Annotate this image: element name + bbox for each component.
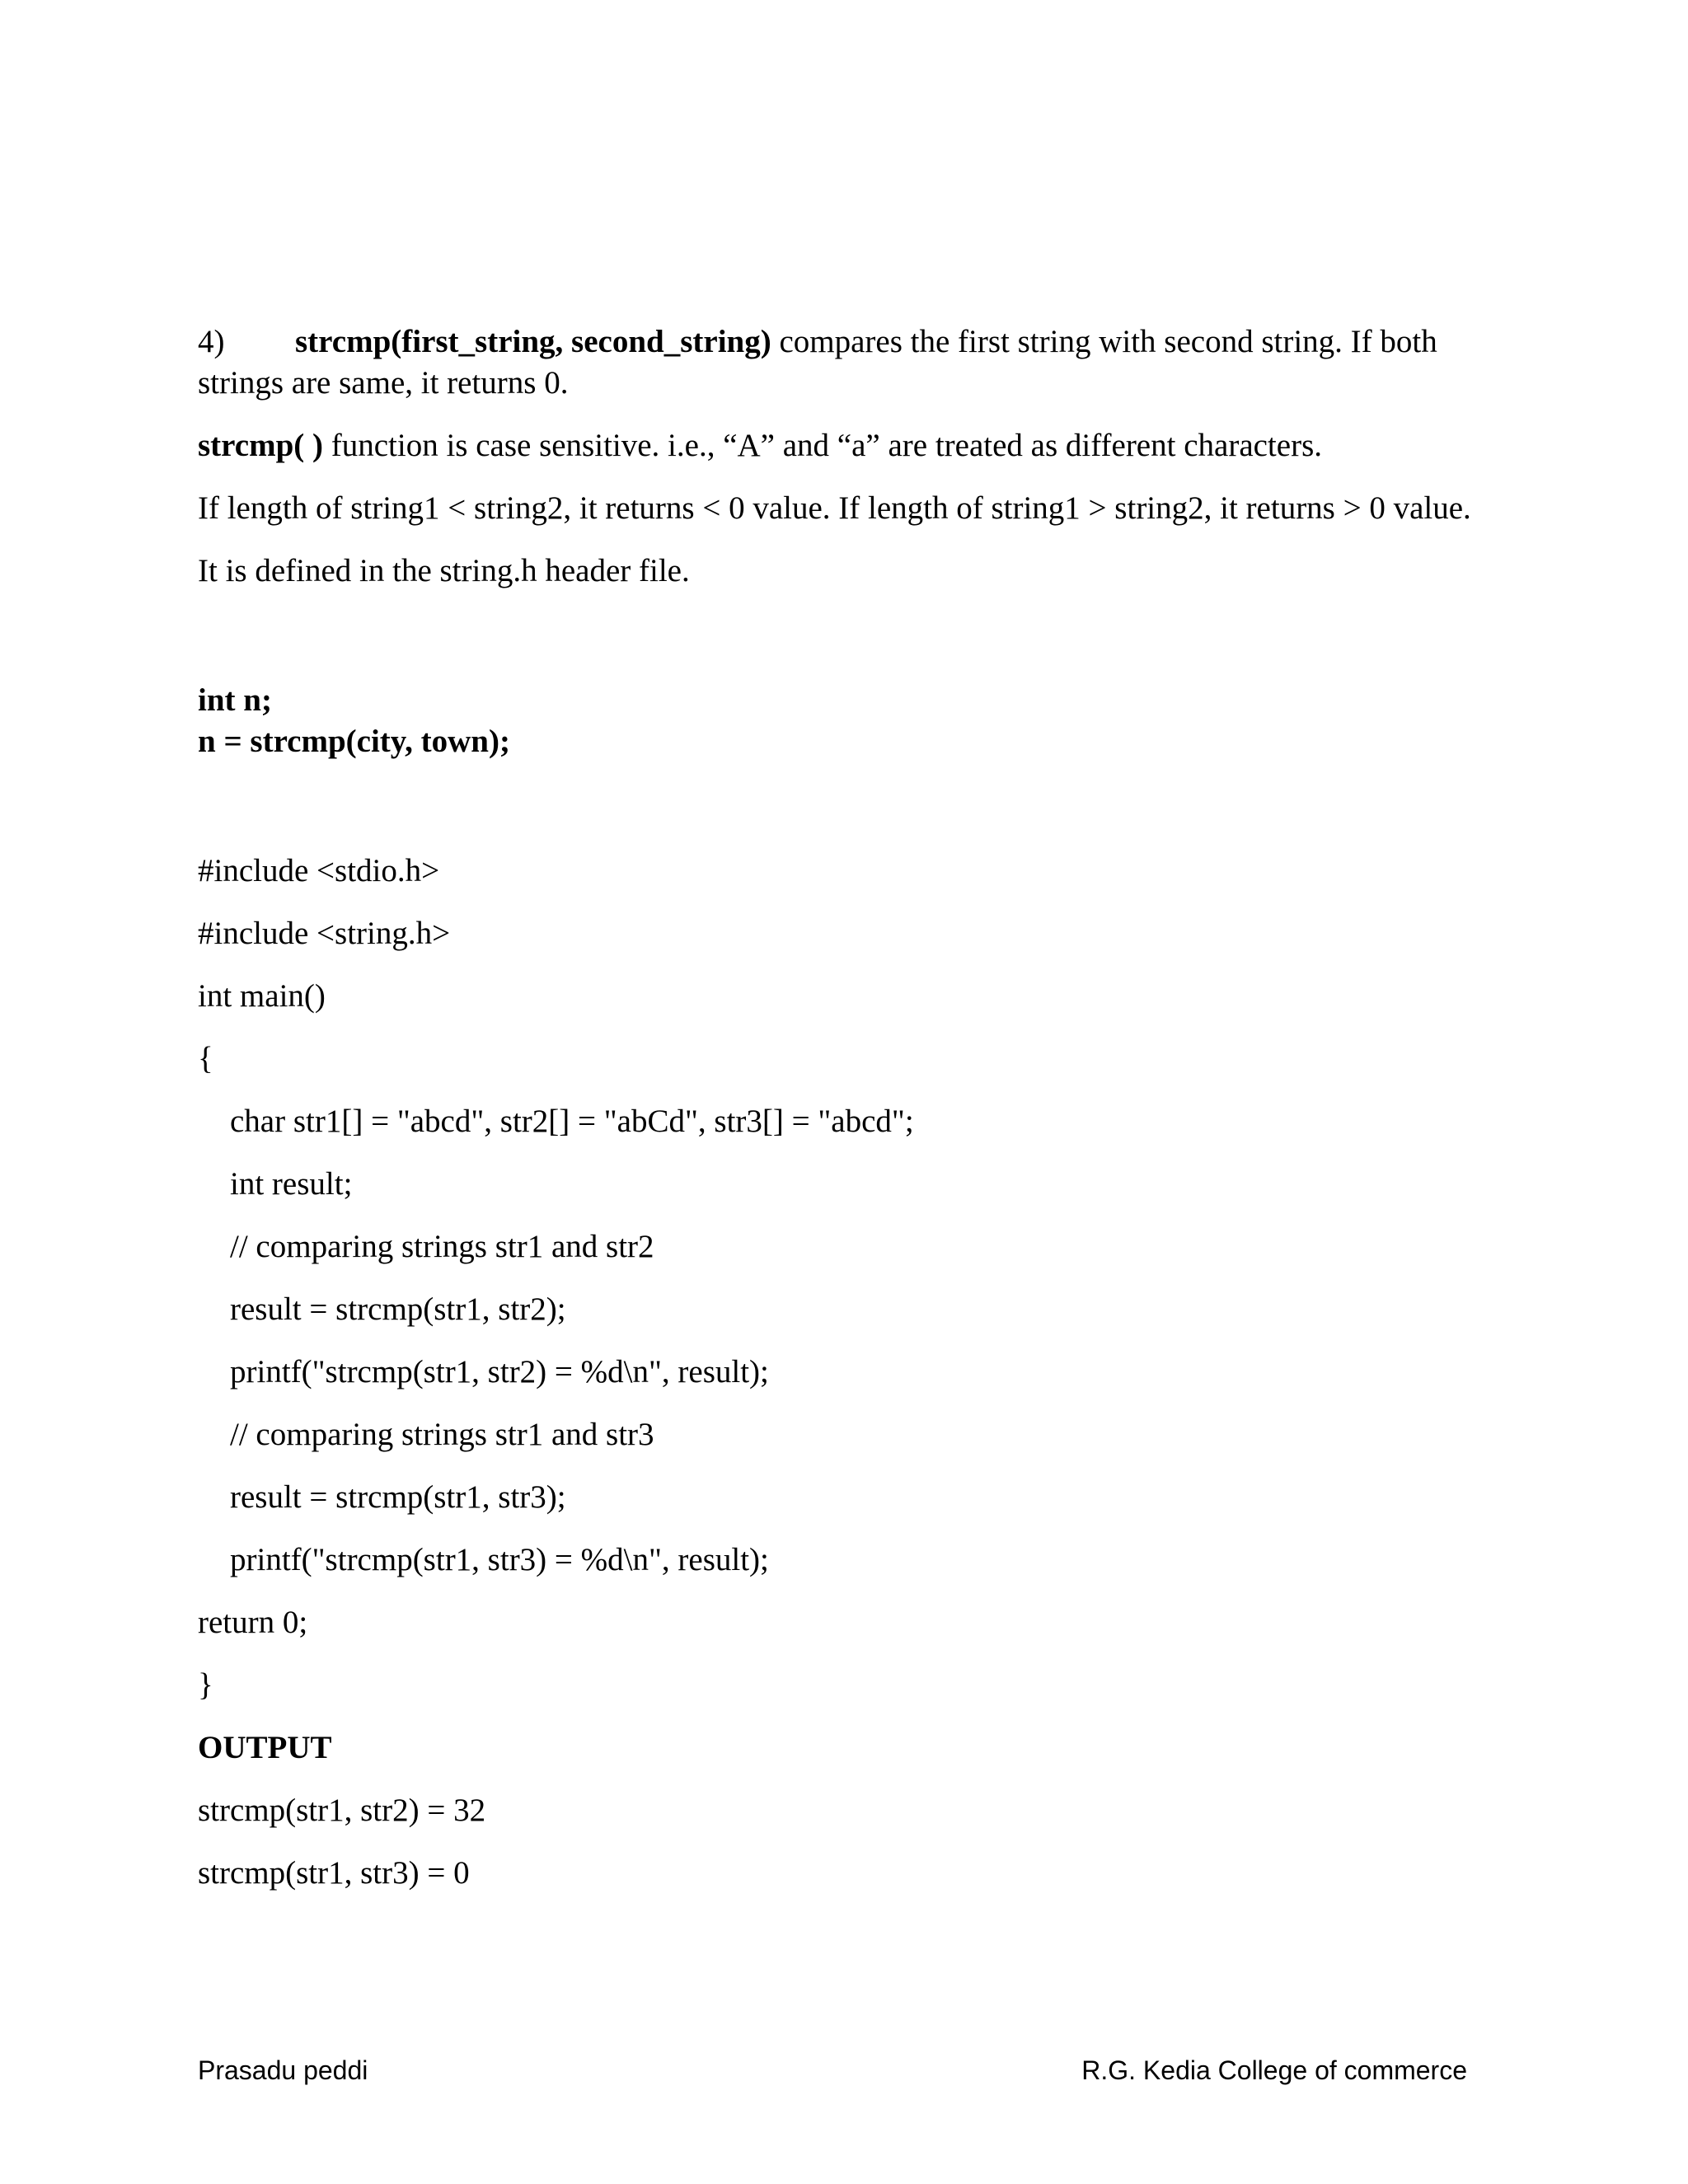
case-sensitivity-paragraph: [198, 425, 1484, 466]
code-line: result = strcmp(str1, str2);: [230, 1291, 566, 1327]
code-line: printf("strcmp(str1, str2) = %d\n", result);: [230, 1354, 769, 1390]
case-sensitivity-text: function is case sensitive. i.e., “A” and “a” are treated as different characters.: [322, 428, 1322, 463]
code-comment: // comparing strings str1 and str2: [230, 1229, 654, 1264]
code-line: result = strcmp(str1, str3);: [230, 1479, 566, 1515]
code-comment: // comparing strings str1 and str3: [230, 1417, 654, 1452]
footer-author: Prasadu peddi: [198, 2055, 368, 2085]
code-line: char str1[] = "abcd", str2[] = "abCd", str3[] = "abcd";: [230, 1104, 914, 1139]
page-footer: [198, 2055, 1467, 2086]
page-content: [198, 321, 1484, 1915]
header-file-paragraph: It is defined in the string.h header file.: [198, 553, 690, 588]
footer-institution: R.G. Kedia College of commerce: [1081, 2055, 1467, 2085]
function-name: strcmp( ): [198, 428, 323, 463]
code-line: return 0;: [198, 1605, 308, 1640]
function-signature: strcmp(first_string, second_string): [295, 324, 771, 359]
return-value-paragraph: If length of string1 < string2, it returns < 0 value. If length of string1 > string2, it returns > 0 value.: [198, 490, 1471, 526]
code-line: #include <string.h>: [198, 916, 451, 951]
strcmp-intro-paragraph: [198, 321, 1484, 404]
code-line: {: [198, 1041, 213, 1076]
output-heading: OUTPUT: [198, 1730, 332, 1765]
output-line: strcmp(str1, str2) = 32: [198, 1793, 486, 1828]
code-line: int result;: [230, 1166, 353, 1202]
snippet-line: n = strcmp(city, town);: [198, 724, 510, 759]
code-line: printf("strcmp(str1, str3) = %d\n", result);: [230, 1542, 769, 1577]
code-line: #include <stdio.h>: [198, 853, 440, 888]
syntax-snippet: [198, 680, 1484, 762]
output-line: strcmp(str1, str3) = 0: [198, 1855, 470, 1891]
code-line: int main(): [198, 978, 326, 1014]
item-number: 4): [198, 324, 225, 359]
snippet-line: int n;: [198, 682, 272, 718]
example-program: [198, 851, 1484, 1706]
intro-text: compares the first string with second string. If both strings are same, it returns 0.: [198, 324, 1437, 401]
program-output: [198, 1727, 1484, 1894]
code-line: }: [198, 1667, 213, 1703]
